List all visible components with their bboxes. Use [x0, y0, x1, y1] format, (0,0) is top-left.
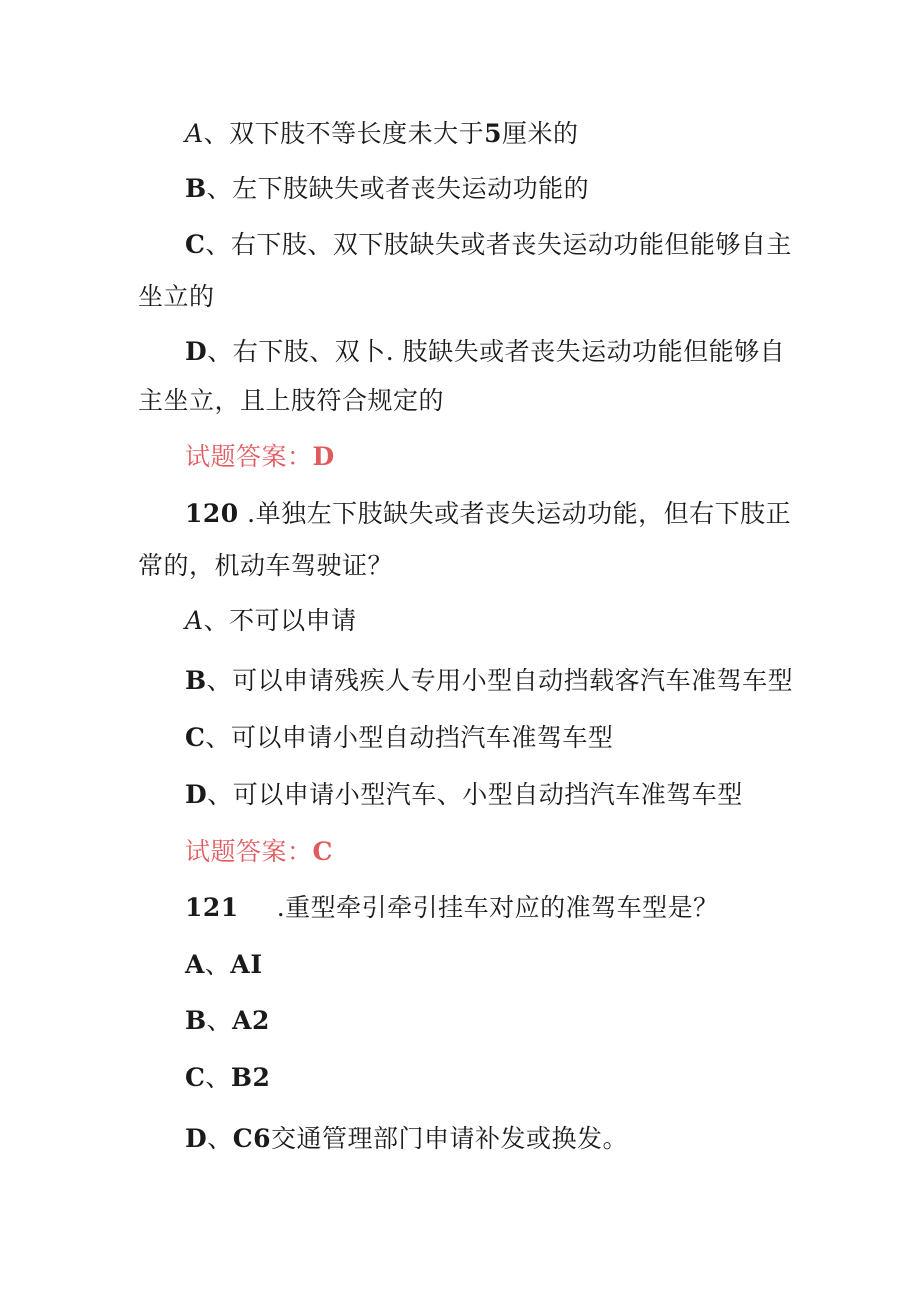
q119-option-d-cont: 主坐立，且上肢符合规定的 — [138, 386, 445, 415]
option-label: A — [185, 606, 204, 635]
question-text: .单独左下肢缺失或者丧失运动功能，但右下肢正 — [238, 499, 792, 528]
question-number: 120 — [185, 499, 239, 528]
option-sep: 、 — [205, 1063, 231, 1092]
q120-option-d — [185, 779, 743, 811]
option-number: C6 — [232, 1124, 271, 1153]
option-text: AI — [230, 950, 263, 979]
option-text: 右下肢、双卜. 肢缺失或者丧失运动功能但能够自 — [232, 337, 786, 366]
option-text: 右下肢、双下肢缺失或者丧失运动功能但能够自主 — [230, 230, 792, 259]
q119-option-c — [185, 229, 792, 261]
option-text: 交通管理部门申请补发或换发。 — [271, 1124, 629, 1153]
option-label: C — [185, 230, 206, 259]
option-text: 左下肢缺失或者丧失运动功能的 — [232, 174, 590, 203]
option-label: C — [185, 723, 206, 752]
option-label: B — [185, 174, 207, 203]
option-text: 双下肢不等长度未大于 — [229, 119, 485, 148]
q121-option-c — [185, 1062, 270, 1094]
q120-option-b — [185, 665, 793, 697]
q121-question — [185, 892, 719, 924]
q121-option-d — [185, 1123, 628, 1155]
q120-question — [185, 498, 791, 530]
option-sep: 、 — [204, 950, 231, 979]
q121-option-a — [185, 949, 263, 981]
option-label: C — [185, 1063, 206, 1092]
q119-option-d — [185, 336, 785, 368]
q120-option-a — [185, 605, 357, 637]
q119-option-b — [185, 173, 589, 205]
option-label: D — [185, 1124, 208, 1153]
option-sep: 、 — [207, 337, 233, 366]
option-text-end: 厘米的 — [502, 119, 579, 148]
q120-question-cont: 常的，机动车驾驶证？ — [138, 551, 394, 580]
option-text: A2 — [232, 1006, 270, 1035]
option-sep: 、 — [207, 1124, 233, 1153]
option-label: D — [185, 780, 208, 809]
option-sep: 、 — [203, 119, 230, 148]
q119-answer — [185, 441, 335, 473]
answer-prefix: 试题答案： — [185, 442, 313, 471]
option-number: 5 — [484, 119, 502, 148]
option-sep: 、 — [206, 174, 233, 203]
option-sep: 、 — [203, 606, 230, 635]
option-label: D — [185, 337, 208, 366]
option-text: 可以申请残疾人专用小型自动挡载客汽车准驾车型 — [232, 666, 794, 695]
option-text: B2 — [230, 1063, 271, 1092]
option-label: A — [185, 950, 205, 979]
option-label: A — [185, 119, 204, 148]
option-label: B — [185, 1006, 207, 1035]
option-text: 不可以申请 — [229, 606, 357, 635]
option-text: 可以申请小型汽车、小型自动挡汽车准驾车型 — [232, 780, 743, 809]
q119-option-a — [185, 118, 579, 150]
option-sep: 、 — [206, 1006, 233, 1035]
answer-prefix: 试题答案： — [185, 837, 313, 866]
q119-option-c-cont: 坐立的 — [138, 282, 215, 311]
option-sep: 、 — [206, 666, 233, 695]
question-number: 121 — [185, 893, 239, 922]
option-sep: 、 — [207, 780, 233, 809]
option-text: 可以申请小型自动挡汽车准驾车型 — [230, 723, 614, 752]
question-text: .重型牵引牵引挂车对应的准驾车型是？ — [276, 893, 719, 922]
option-sep: 、 — [205, 230, 231, 259]
option-label: B — [185, 666, 207, 695]
option-sep: 、 — [205, 723, 231, 752]
q121-option-b — [185, 1005, 270, 1037]
q120-answer — [185, 836, 333, 868]
q120-option-c — [185, 722, 613, 754]
answer-value: D — [312, 442, 335, 471]
answer-value: C — [312, 837, 333, 866]
